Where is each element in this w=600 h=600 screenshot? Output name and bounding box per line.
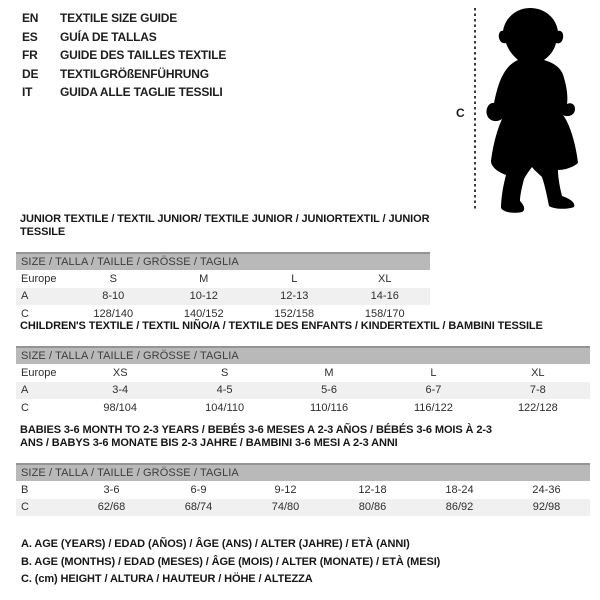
- lang-code: DE: [22, 66, 39, 81]
- size-cell: 3-6: [103, 483, 120, 496]
- section-title: CHILDREN'S TEXTILE / TEXTIL NIÑO/A / TEXTILE DES ENFANTS / KINDERTEXTIL / BAMBINI TESSILE: [20, 320, 543, 332]
- size-cell: 6-7: [425, 384, 442, 397]
- size-cell: L: [291, 272, 298, 285]
- size-cell: 3-4: [112, 384, 129, 397]
- legend-age-years: A. AGE (YEARS) / EDAD (AÑOS) / ÂGE (ANS) / ALTER (JAHRE) / ETÀ (ANNI): [21, 538, 410, 550]
- size-cell: 9-12: [274, 483, 297, 496]
- size-header-bar: SIZE / TALLA / TAILLE / GRÖSSE / TAGLIA: [16, 463, 590, 481]
- table-row: [16, 364, 590, 382]
- size-cell: XL: [378, 272, 392, 285]
- size-table-babies: [16, 481, 590, 516]
- toddler-silhouette-icon: [483, 5, 593, 213]
- size-cell: 6-9: [190, 483, 207, 496]
- legend-height: C. (cm) HEIGHT / ALTURA / HAUTEUR / HÖHE / ALTEZZA: [21, 573, 313, 585]
- size-header-bar: SIZE / TALLA / TAILLE / GRÖSSE / TAGLIA: [16, 252, 430, 270]
- table-row: [16, 382, 590, 400]
- section-title: BABIES 3-6 MONTH TO 2-3 YEARS / BEBÉS 3-6 MESES A 2-3 AÑOS / BÉBÉS 3-6 MOIS À 2-3 ANS / BABYS 3-6 MONATE BIS 2-3 JAHRE / BAMBINI 3-6 MESI A 2-3 ANNI: [20, 424, 492, 449]
- size-cell: 122/128: [517, 401, 558, 414]
- size-cell: 18-24: [445, 483, 474, 496]
- size-cell: 140/152: [183, 307, 224, 320]
- lang-row-de: [22, 65, 226, 84]
- row-label: C: [21, 307, 29, 320]
- lang-code: EN: [22, 11, 39, 26]
- size-cell: M: [199, 272, 209, 285]
- size-cell: XL: [531, 366, 545, 379]
- table-row: [16, 270, 430, 288]
- size-header-bar: SIZE / TALLA / TAILLE / GRÖSSE / TAGLIA: [16, 346, 590, 364]
- height-measure-label: C: [456, 106, 465, 120]
- size-cell: 68/74: [184, 501, 213, 514]
- size-cell: 98/104: [103, 401, 138, 414]
- size-cell: L: [430, 366, 437, 379]
- row-label: A: [21, 384, 29, 397]
- size-cell: 7-8: [529, 384, 546, 397]
- size-cell: 110/116: [309, 401, 349, 414]
- size-cell: 62/68: [97, 501, 126, 514]
- lang-row-es: [22, 28, 226, 47]
- size-cell: M: [324, 366, 334, 379]
- size-cell: 116/122: [413, 401, 453, 414]
- lang-title: TEXTILGRÖßENFÜHRUNG: [60, 66, 209, 81]
- size-cell: 152/158: [274, 307, 315, 320]
- size-cell: 92/98: [532, 501, 561, 514]
- row-label: B: [21, 483, 29, 496]
- size-cell: 104/110: [205, 401, 245, 414]
- row-label: Europe: [21, 272, 57, 285]
- table-row: [16, 481, 590, 499]
- size-cell: 74/80: [271, 501, 300, 514]
- lang-title: TEXTILE SIZE GUIDE: [60, 11, 178, 26]
- size-cell: XS: [112, 366, 128, 379]
- size-cell: 14-16: [370, 290, 399, 303]
- table-row: [16, 399, 590, 417]
- legend-age-months: B. AGE (MONTHS) / EDAD (MESES) / ÂGE (MOIS) / ALTER (MONATE) / ETÀ (MESI): [21, 555, 441, 568]
- lang-row-it: [22, 83, 226, 102]
- lang-code: ES: [22, 29, 38, 44]
- lang-title: GUÍA DE TALLAS: [60, 29, 157, 44]
- size-cell: S: [109, 272, 117, 285]
- size-cell: 8-10: [102, 290, 125, 303]
- row-label: A: [21, 290, 29, 303]
- size-cell: 5-6: [321, 384, 337, 397]
- table-row: [16, 499, 590, 517]
- table-row: [16, 288, 430, 306]
- section-junior-textile: [16, 213, 430, 323]
- section-childrens-textile: [16, 320, 590, 417]
- size-cell: 4-5: [216, 384, 233, 397]
- row-label: C: [21, 401, 29, 414]
- size-cell: 12-18: [358, 483, 387, 496]
- legend-block: [21, 536, 440, 589]
- row-label: Europe: [21, 366, 57, 379]
- size-table-junior: [16, 270, 430, 323]
- lang-title: GUIDE DES TAILLES TEXTILE: [60, 48, 227, 63]
- size-cell: 128/140: [93, 307, 134, 320]
- lang-row-fr: [22, 46, 226, 65]
- language-title-block: [22, 9, 226, 102]
- row-label: C: [21, 501, 29, 514]
- lang-code: IT: [22, 85, 33, 100]
- size-cell: S: [220, 366, 229, 379]
- section-title: JUNIOR TEXTILE / TEXTIL JUNIOR/ TEXTILE JUNIOR / JUNIORTEXTIL / JUNIOR TESSILE: [20, 213, 430, 238]
- size-cell: 86/92: [445, 501, 474, 514]
- section-babies-textile: [16, 424, 590, 516]
- lang-code: FR: [22, 48, 38, 63]
- size-cell: 24-36: [532, 483, 561, 496]
- size-table-children: [16, 364, 590, 417]
- size-cell: 12-13: [280, 290, 309, 303]
- size-cell: 80/86: [358, 501, 387, 514]
- lang-row-en: [22, 9, 226, 28]
- lang-title: GUIDA ALLE TAGLIE TESSILI: [60, 85, 223, 100]
- size-cell: 10-12: [189, 290, 218, 303]
- measurement-figure: [450, 4, 595, 214]
- height-dotted-line: [474, 8, 476, 210]
- size-cell: 158/170: [364, 307, 405, 320]
